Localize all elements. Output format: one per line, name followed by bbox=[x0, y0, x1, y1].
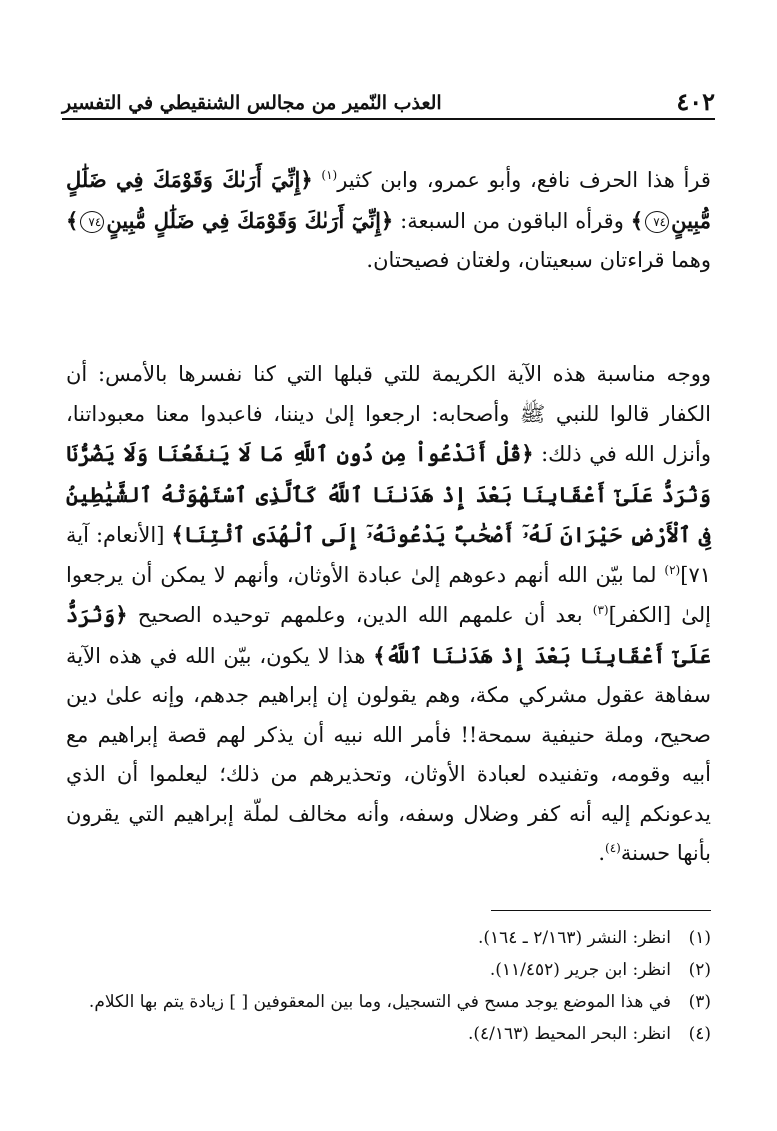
footnote-4 bbox=[66, 1018, 711, 1050]
quran-verse-4: ﴿وَنُرَدُّ عَلَىٰٓ أَعْقَابِنَا بَعْدَ إِذْ هَدَىٰنَا ٱللَّهُ﴾ bbox=[66, 602, 711, 668]
para2-text-3: لما بيّن الله أنهم دعوهم إلىٰ عبادة الأوثان، وأنهم لا يمكن أن يرجعوا إلىٰ [الكفر] bbox=[66, 562, 711, 627]
para2-text-6: . bbox=[598, 841, 606, 865]
footnote-ref-1[interactable]: (١) bbox=[321, 168, 338, 182]
quran-verse-1: ﴿إِنِّيَ أَرَىٰكَ وَقَوْمَكَ فِي ضَلَٰلٍ مُّبِينٍ bbox=[66, 167, 711, 233]
footnote-3 bbox=[66, 986, 711, 1018]
footnote-text: انظر: البحر المحيط (٤/١٦٣). bbox=[467, 1024, 671, 1044]
footnote-1 bbox=[66, 922, 711, 954]
footnote-text: انظر: النشر (٢/١٦٣ ـ ١٦٤). bbox=[477, 928, 671, 948]
para2-text-2: [الأنعام: آية ٧١] bbox=[66, 523, 711, 587]
footnote-2 bbox=[66, 954, 711, 986]
page-number: ٤٠٢ bbox=[676, 87, 715, 116]
para2-text-1: ووجه مناسبة هذه الآية الكريمة للتي قبلها التي كنا نفسرها بالأمس: أن الكفار قالوا للنبي ﷺ وأصحابه: ارجعوا إلىٰ ديننا، فاعبدوا معنا معبوداتنا، وأنزل الله في ذلك: bbox=[66, 362, 711, 466]
ayah-number-marker-1: ٧٤ bbox=[645, 211, 669, 233]
paragraph-context bbox=[66, 355, 711, 874]
footnote-text: في هذا الموضع يوجد مسح في التسجيل، وما بين المعقوفين [ ] زيادة يتم بها الكلام. bbox=[88, 992, 671, 1012]
footnote-ref-4[interactable]: (٤) bbox=[605, 841, 621, 855]
para1-text-2: وقرأه الباقون من السبعة: bbox=[393, 208, 631, 233]
ayah-number-marker-2: ٧٤ bbox=[80, 211, 104, 233]
footnote-number: (٣) bbox=[688, 992, 711, 1012]
book-title: العذب النّمير من مجالس الشنقيطي في التفسير bbox=[62, 92, 442, 114]
para1-text-1: قرأ هذا الحرف نافع، وأبو عمرو، وابن كثير bbox=[337, 168, 711, 192]
quran-verse-2-close: ﴾ bbox=[66, 207, 79, 233]
paragraph-readings bbox=[66, 160, 711, 281]
para1-text-3: وهما قراءتان سبعيتان، ولغتان فصيحتان. bbox=[366, 248, 711, 272]
footnote-number: (١) bbox=[688, 928, 711, 948]
footnote-number: (٢) bbox=[688, 960, 711, 980]
para2-text-5: هذا لا يكون، بيّن الله في هذه الآية سفاهة عقول مشركي مكة، وهم يقولون إن إبراهيم جدهم، وإنه علىٰ دين صحيح، وملة حنيفية سمحة!! فأمر الله نبيه أن يذكر لهم قصة إبراهيم مع أبيه وقومه، وتفنيده لعبادة الأوثان، وتحذيرهم من ذلك؛ ليعلموا أن الذي يدعونكم إليه أنه كفر وضلال وسفه، وأنه مخالف لملّة إبراهيم التي يقرون بأنها حسنة bbox=[66, 643, 711, 865]
quran-verse-1-close: ﴾ bbox=[630, 207, 644, 233]
quran-verse-3: ﴿قُلْ أَنَدْعُواْ مِن دُونِ ٱللَّهِ مَا لَا يَنفَعُنَا وَلَا يَضُرُّنَا وَنُرَدُّ عَلَىٰٓ أَعْقَابِنَا بَعْدَ إِذْ هَدَىٰنَا ٱللَّهُ كَٱلَّذِى ٱسْتَهْوَتْهُ ٱلشَّيَٰطِينُ فِى ٱلْأَرْضِ حَيْرَانَ لَهُۥٓ أَصْحَٰبٌ يَدْعُونَهُۥٓ إِلَى ٱلْهُدَى ٱئْتِنَا﴾ bbox=[66, 441, 711, 547]
footnotes bbox=[66, 922, 711, 1050]
footnote-ref-2[interactable]: (٢) bbox=[664, 562, 681, 577]
quran-verse-2: ﴿إِنِّيٓ أَرَىٰكَ وَقَوْمَكَ فِي ضَلَٰلٍ مُّبِينٍ bbox=[106, 207, 394, 233]
page-header bbox=[62, 84, 715, 120]
footnote-ref-3[interactable]: (٣) bbox=[592, 603, 609, 617]
footnote-divider bbox=[491, 910, 711, 911]
footnote-number: (٤) bbox=[688, 1024, 711, 1044]
para2-text-4: بعد أن علمهم الله الدين، وعلمهم توحيده الصحيح bbox=[127, 603, 593, 627]
footnote-text: انظر: ابن جرير (١١/٤٥٢). bbox=[489, 960, 671, 980]
